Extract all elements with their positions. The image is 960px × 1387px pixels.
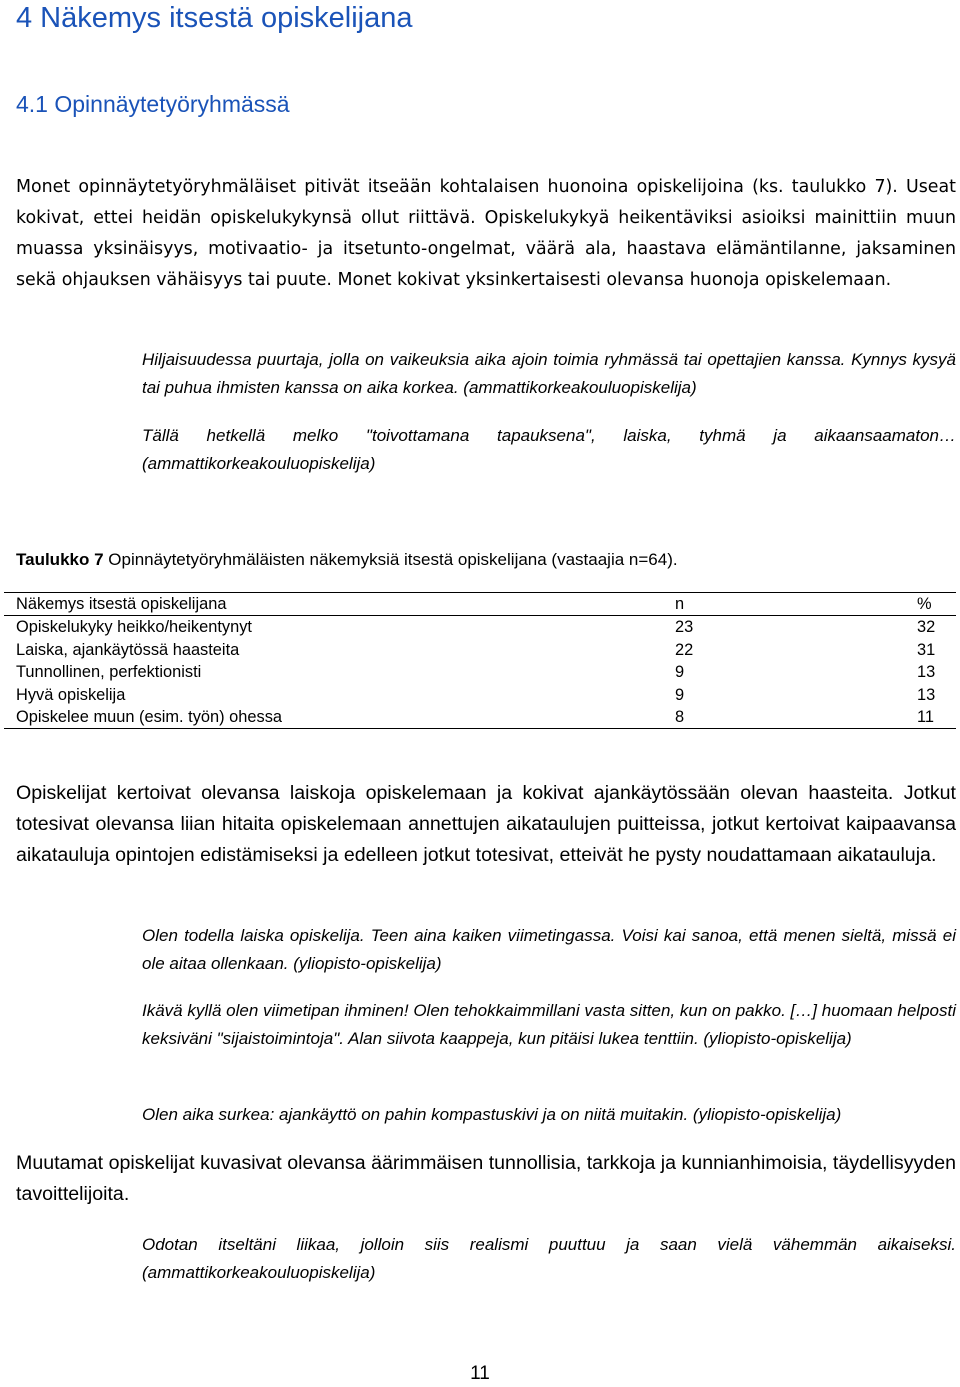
table-header-cell: n — [675, 595, 685, 613]
table-caption-text: Opinnäytetyöryhmäläisten näkemyksiä itsestä opiskelijana (vastaajia n=64). — [103, 550, 678, 569]
paragraph-perfectionism: Muutamat opiskelijat kuvasivat olevansa äärimmäisen tunnollisia, tarkkoja ja kunnianhimoisia, täydellisyyden tavoittelijoita. — [16, 1152, 956, 1205]
table-header-row — [4, 593, 956, 616]
quote-6: Odotan itseltäni liikaa, jolloin siis realismi puuttuu ja saan vielä vähemmän aikaiseksi. (ammattikorkeakouluopiskelija) — [142, 1235, 956, 1282]
table-caption-label: Taulukko 7 — [16, 550, 104, 569]
paragraph-time-management: Opiskelijat kertoivat olevansa laiskoja opiskelemaan ja kokivat ajankäytössään olevan haasteita. Jotkut totesivat olevansa liian hitaita opiskelemaan annettujen aikataulujen puitteissa, jotkut kertoivat kaipaavansa aikatauluja opintojen edistämiseksi ja edelleen jotkut totesivat, etteivät he pysty noudattamaan aikatauluja. — [16, 782, 956, 866]
table-cell: 31 — [917, 640, 936, 659]
page-number: 11 — [470, 1363, 490, 1384]
table-cell: Opiskelukyky heikko/heikentynyt — [16, 618, 252, 637]
data-table — [4, 592, 956, 729]
table-cell: 23 — [675, 618, 694, 637]
quote-5: Olen aika surkea: ajankäyttö on pahin kompastuskivi ja on niitä muitakin. (yliopisto-opiskelija) — [142, 1105, 842, 1124]
table-cell: Hyvä opiskelija — [16, 685, 126, 704]
table-cell: Tunnollinen, perfektionisti — [16, 663, 202, 682]
table-header-cell: Näkemys itsestä opiskelijana — [16, 595, 227, 613]
quote-1: Hiljaisuudessa puurtaja, jolla on vaikeuksia aika ajoin toimia ryhmässä tai opettajien kanssa. Kynnys kysyä tai puhua ihmisten kanssa on aika korkea. (ammattikorkeakouluopiskelija) — [142, 350, 956, 397]
quote-3: Olen todella laiska opiskelija. Teen aina kaiken viimetingassa. Voisi kai sanoa, että menen sieltä, missä ei ole aitaa ollenkaan. (yliopisto-opiskelija) — [142, 926, 956, 973]
chapter-heading: 4 Näkemys itsestä opiskelijana — [16, 2, 413, 34]
quote-4: Ikävä kyllä olen viimetipan ihminen! Olen tehokkaimmillani vasta sitten, kun on pakko. […] huomaan helposti keksiväni "sijaistoimintoja". Alan siivota kaappeja, kun pitäisi lukea tenttiin. (yliopisto-opiskelija) — [142, 1001, 956, 1048]
table-cell: 11 — [917, 708, 935, 727]
quote-2: Tällä hetkellä melko "toivottamana tapauksena", laiska, tyhmä ja aikaansaamaton… (ammattikorkeakouluopiskelija) — [142, 426, 956, 473]
table-cell: Opiskelee muun (esim. työn) ohessa — [16, 708, 283, 727]
table-cell: 13 — [917, 685, 936, 704]
table-cell: 32 — [917, 618, 936, 637]
table-cell: 9 — [675, 663, 685, 682]
intro-paragraph: Monet opinnäytetyöryhmäläiset pitivät itseään kohtalaisen huonoina opiskelijoina (ks. taulukko 7). Useat kokivat, ettei heidän opiskelukykynsä ollut riittävä. Opiskelukykyä heikentäviksi asioiksi mainittiin muun muassa yksinäisyys, motivaatio- ja itsetunto-ongelmat, väärä ala, haastava elämäntilanne, jaksaminen sekä ohjauksen vähäisyys tai puute. Monet kokivat yksinkertaisesti olevansa huonoja opiskelemaan. — [16, 177, 956, 290]
table-row — [4, 661, 956, 683]
table-header-cell: % — [917, 595, 932, 613]
section-heading: 4.1 Opinnäytetyöryhmässä — [16, 91, 290, 117]
table-row — [4, 684, 956, 706]
table-cell: 8 — [675, 708, 685, 727]
table-cell: Laiska, ajankäytössä haasteita — [16, 640, 240, 659]
table-cell: 22 — [675, 640, 694, 659]
table-cell: 9 — [675, 685, 685, 704]
table-row — [4, 616, 956, 639]
table-cell: 13 — [917, 663, 936, 682]
table-caption — [16, 548, 678, 572]
table-row — [4, 706, 956, 729]
table-row — [4, 639, 956, 661]
